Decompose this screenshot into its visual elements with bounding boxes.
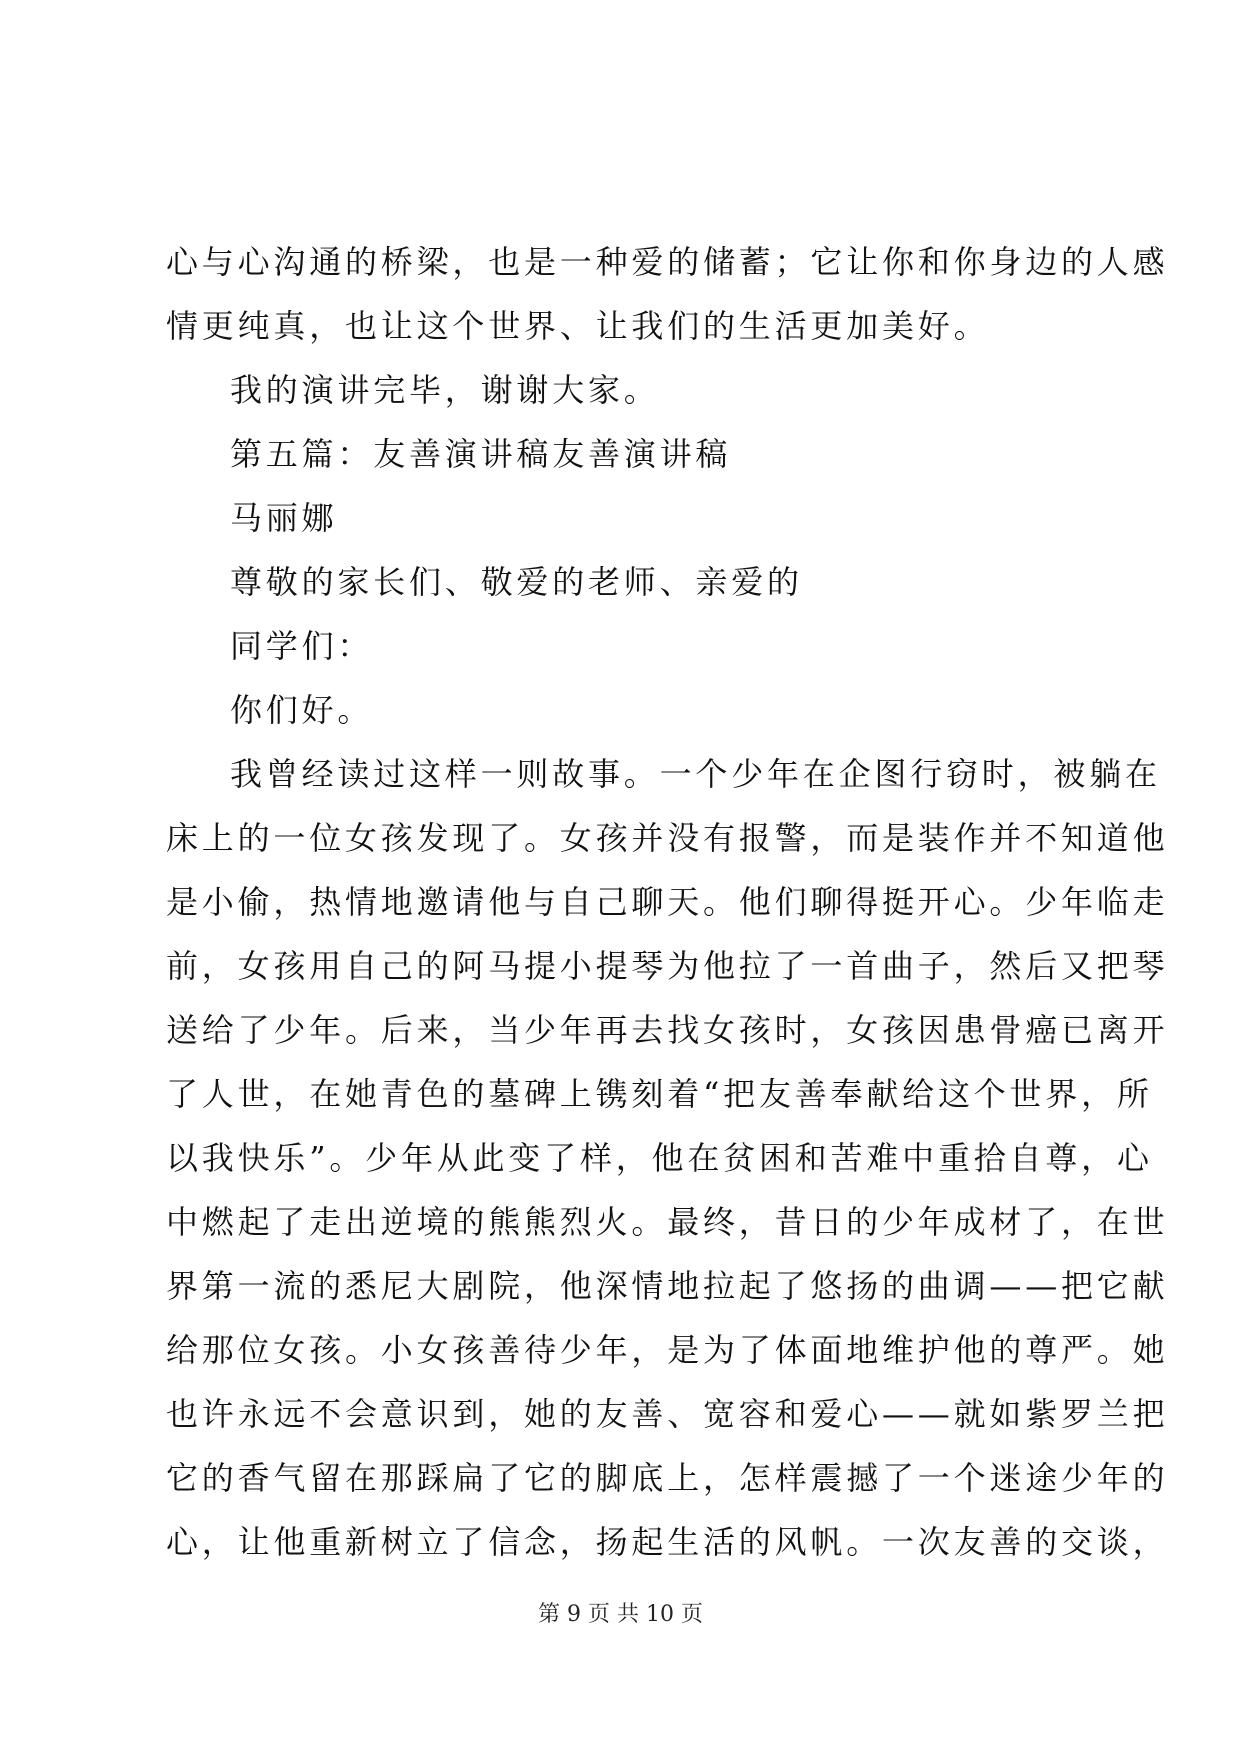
- paragraph-line-indented: 第五篇：友善演讲稿友善演讲稿: [230, 435, 732, 473]
- paragraph-line-indented: 马丽娜: [230, 499, 338, 537]
- paragraph-line: 送给了少年。后来，当少年再去找女孩时，女孩因患骨癌已离开: [166, 1011, 1169, 1049]
- paragraph-line: 前，女孩用自己的阿马提小提琴为他拉了一首曲子，然后又把琴: [166, 947, 1169, 985]
- paragraph-line: 给那位女孩。小女孩善待少年，是为了体面地维护他的尊严。她: [166, 1331, 1169, 1369]
- paragraph-line: 床上的一位女孩发现了。女孩并没有报警，而是装作并不知道他: [166, 819, 1169, 857]
- paragraph-line: 也许永远不会意识到，她的友善、宽容和爱心——就如紫罗兰把: [166, 1395, 1169, 1433]
- document-body: [166, 230, 1169, 1574]
- page-footer: 第 9 页 共 10 页: [538, 1602, 703, 1627]
- paragraph-line: 了人世，在她青色的墓碑上镌刻着“把友善奉献给这个世界，所: [166, 1075, 1153, 1113]
- paragraph-line: 界第一流的悉尼大剧院，他深情地拉起了悠扬的曲调——把它献: [166, 1267, 1169, 1305]
- paragraph-line: 是小偷，热情地邀请他与自己聊天。他们聊得挺开心。少年临走: [166, 883, 1169, 921]
- paragraph-line-indented: 我的演讲完毕，谢谢大家。: [230, 371, 660, 409]
- paragraph-line-indented: 我曾经读过这样一则故事。一个少年在企图行窃时，被躺在: [230, 755, 1161, 793]
- paragraph-line: 心与心沟通的桥梁，也是一种爱的储蓄；它让你和你身边的人感: [166, 243, 1169, 281]
- paragraph-line-indented: 你们好。: [230, 691, 374, 729]
- paragraph-line: 以我快乐”。少年从此变了样，他在贫困和苦难中重拾自尊，心: [166, 1139, 1153, 1177]
- paragraph-line: 中燃起了走出逆境的熊熊烈火。最终，昔日的少年成材了，在世: [166, 1203, 1169, 1241]
- paragraph-line: 它的香气留在那踩扁了它的脚底上，怎样震撼了一个迷途少年的: [166, 1459, 1169, 1497]
- paragraph-line-indented: 尊敬的家长们、敬爱的老师、亲爱的: [230, 563, 803, 601]
- paragraph-line-indented: 同学们：: [230, 627, 374, 665]
- paragraph-line: 心，让他重新树立了信念，扬起生活的风帆。一次友善的交谈，: [166, 1523, 1169, 1561]
- paragraph-line: 情更纯真，也让这个世界、让我们的生活更加美好。: [166, 307, 990, 345]
